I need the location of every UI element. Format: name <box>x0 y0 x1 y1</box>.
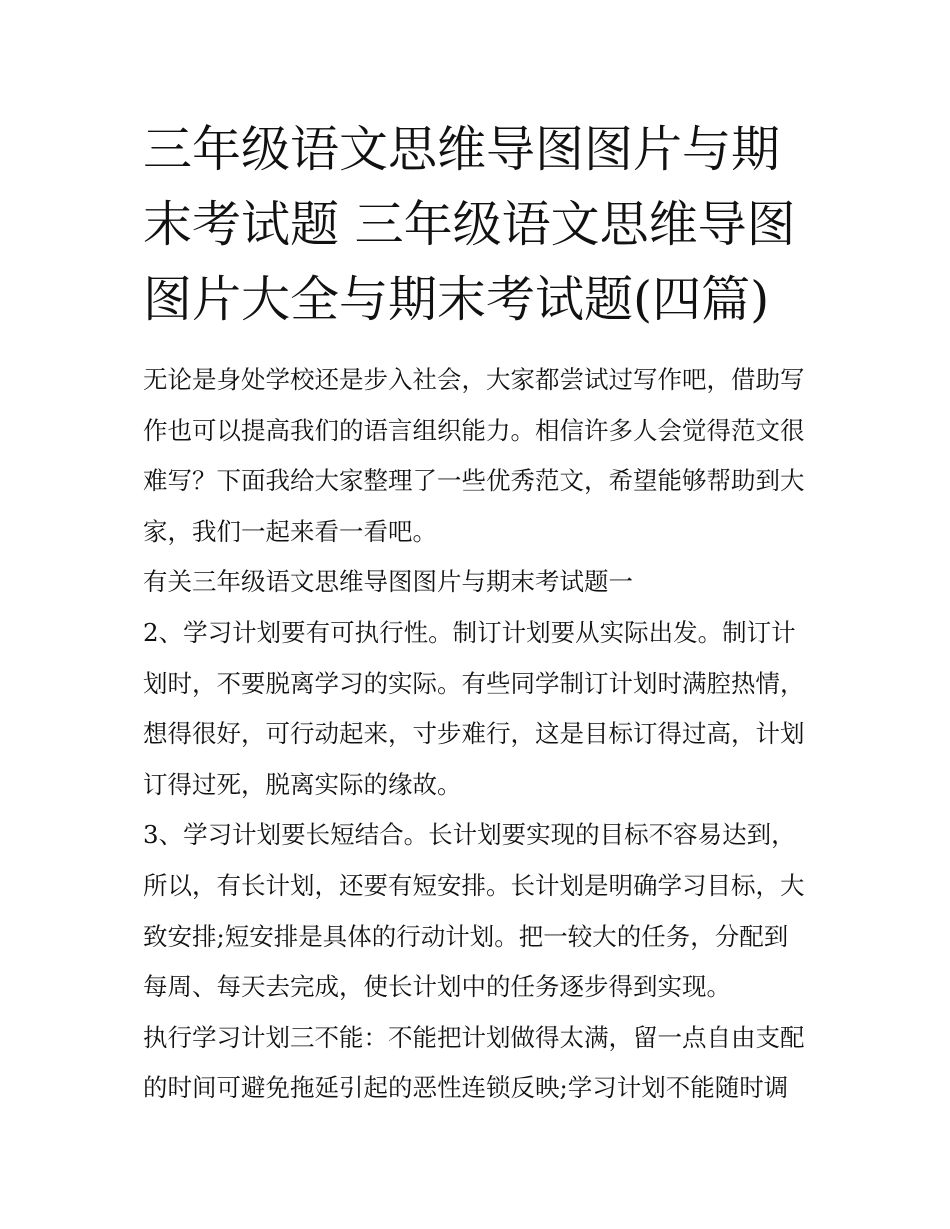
body-line: 订得过死，脱离实际的缘故。 <box>143 769 462 799</box>
body-line: 所以，有长计划，还要有短安排。长计划是明确学习目标，大 <box>143 870 805 900</box>
document-title <box>143 112 843 337</box>
body-line: 无论是身处学校还是步入社会，大家都尝试过写作吧，借助写 <box>143 365 805 394</box>
body-line: 致安排;短安排是具体的行动计划。把一较大的任务，分配到 <box>143 921 789 951</box>
body-line: 2、学习计划要有可执行性。制订计划要从实际出发。制订计 <box>143 617 796 647</box>
body-line: 每周、每天去完成，使长计划中的任务逐步得到实现。 <box>143 972 731 1002</box>
body-line: 难写？下面我给大家整理了一些优秀范文，希望能够帮助到大 <box>143 466 805 496</box>
title-line: 末考试题 三年级语文思维导图 <box>143 196 796 253</box>
body-line: 的时间可避免拖延引起的恶性连锁反映;学习计划不能随时调 <box>143 1073 789 1103</box>
body-line: 执行学习计划三不能：不能把计划做得太满，留一点自由支配 <box>143 1022 805 1052</box>
document-body <box>143 355 843 1114</box>
body-line: 家，我们一起来看一看吧。 <box>143 516 437 546</box>
body-line: 作也可以提高我们的语言组织能力。相信许多人会觉得范文很 <box>143 415 805 445</box>
body-line: 3、学习计划要长短结合。长计划要实现的目标不容易达到， <box>143 820 796 850</box>
section-heading: 有关三年级语文思维导图图片与期末考试题一 <box>143 567 633 597</box>
body-line: 想得很好，可行动起来，寸步难行，这是目标订得过高，计划 <box>143 719 805 749</box>
title-line: 图片大全与期末考试题(四篇) <box>143 271 770 328</box>
body-line: 划时，不要脱离学习的实际。有些同学制订计划时满腔热情， <box>143 668 805 698</box>
title-line: 三年级语文思维导图图片与期 <box>143 121 781 178</box>
